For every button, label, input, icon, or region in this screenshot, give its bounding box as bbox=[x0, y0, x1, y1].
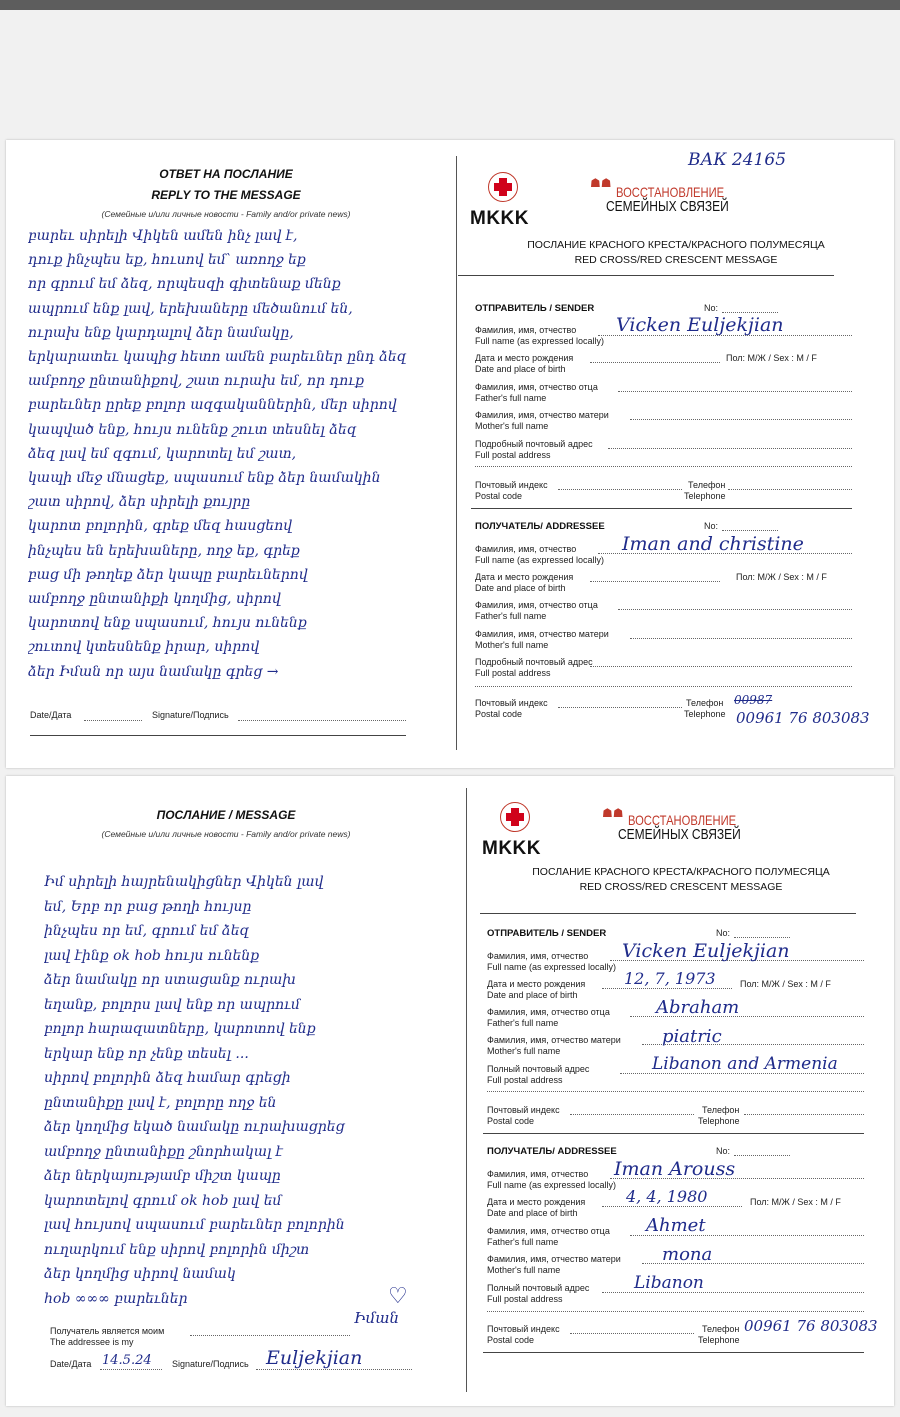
sender-postal-label-ru: Почтовый индекс bbox=[475, 480, 548, 490]
addressee-mother-label-ru: Фамилия, имя, отчество матери bbox=[475, 629, 609, 639]
relationship-line bbox=[190, 1335, 350, 1336]
sender-sex-label: Пол: М/Ж / Sex : M / F bbox=[726, 353, 817, 363]
bottom-rule bbox=[30, 735, 406, 736]
addressee-phone-struck: 00987 bbox=[734, 693, 773, 707]
addressee-address-line-2 bbox=[475, 686, 852, 687]
addressee-postal-line bbox=[570, 1333, 694, 1334]
handwritten-line: ձեր Իման որ այս նամակը գրեց → bbox=[28, 663, 279, 680]
news-note: (Семейные и/или личные новости - Family and/or private news) bbox=[101, 829, 351, 839]
handwritten-message bbox=[28, 228, 456, 690]
vertical-divider bbox=[456, 156, 457, 750]
handwritten-line: բարեւ սիրելի Վիկեն ամեն ինչ լավ է, bbox=[28, 228, 298, 244]
handwritten-line: երկար ենք որ չենք տեսել ... bbox=[44, 1045, 249, 1062]
handwritten-line: ձեզ լավ եմ զգում, կարոտել եմ շատ, bbox=[28, 445, 297, 462]
sender-address-label-ru: Подробный почтовый адрес bbox=[475, 439, 593, 449]
sender-address-label-ru: Полный почтовый адрес bbox=[487, 1064, 590, 1074]
addressee-address-line-2 bbox=[487, 1311, 864, 1312]
handwritten-line: որ գրում եմ ձեզ, որպեսզի գիտենաք մենք bbox=[28, 276, 341, 293]
handwritten-line: ամբողջ ընտանիքը շնորհակալ է bbox=[44, 1143, 283, 1160]
addressee-mother-label-en: Mother's full name bbox=[487, 1265, 561, 1275]
sender-postal-line bbox=[570, 1114, 694, 1115]
sender-phone-label-en: Telephone bbox=[698, 1116, 740, 1126]
addressee-postal-label-en: Postal code bbox=[475, 709, 523, 719]
sign-off: Իման bbox=[354, 1309, 400, 1327]
sender-father-line bbox=[618, 391, 852, 392]
message-form-sheet bbox=[6, 776, 894, 1406]
handwritten-line: լավ էինք ok hob հույս ունենք bbox=[44, 947, 260, 964]
addressee-address-label-ru: Полный почтовый адрес bbox=[487, 1283, 590, 1293]
rfl-title-1: ВОССТАНОВЛЕНИЕ bbox=[616, 184, 725, 200]
handwritten-line: եմ, Երբ որ բաց թողի հույսը bbox=[44, 898, 252, 915]
red-cross-emblem-icon bbox=[500, 802, 530, 832]
sender-no-label: No: bbox=[704, 303, 719, 313]
sender-postal-label-en: Postal code bbox=[487, 1116, 535, 1126]
sender-sex-label: Пол: М/Ж / Sex : M / F bbox=[740, 979, 831, 989]
handwritten-line: կարոտով ենք սպասում, հույս ունենք bbox=[28, 615, 307, 632]
sender-birth-line bbox=[602, 988, 732, 989]
reference-number: ВАК 24165 bbox=[688, 150, 787, 170]
sender-mother-label-en: Mother's full name bbox=[487, 1046, 561, 1056]
people-silhouette-icon: ☗☗ bbox=[602, 806, 624, 820]
handwritten-line: ամբողջ ընտանիքով, շատ ուրախ եմ, որ դուք bbox=[28, 373, 364, 390]
sender-name-value: Vicken Euljekjian bbox=[616, 314, 784, 336]
addressee-address-line bbox=[590, 666, 852, 667]
handwritten-line: երկարատեւ կապից հետո ամեն բարեւներ ընդ ձեզ bbox=[28, 349, 407, 365]
sender-birth-line bbox=[590, 362, 720, 363]
handwritten-message bbox=[44, 874, 458, 1314]
addressee-postal-label-ru: Почтовый индекс bbox=[487, 1324, 560, 1334]
title-rule bbox=[480, 913, 856, 914]
heart-icon: ♡ bbox=[388, 1284, 408, 1309]
addressee-sex-label: Пол: М/Ж / Sex : M / F bbox=[750, 1197, 841, 1207]
handwritten-line: շուտով կտեսնենք իրար, սիրով bbox=[28, 639, 260, 656]
addressee-phone-label-ru: Телефон bbox=[702, 1324, 740, 1334]
addressee-birth-value: 4, 4, 1980 bbox=[626, 1187, 708, 1206]
form-title-ru: ПОСЛАНИЕ КРАСНОГО КРЕСТА/КРАСНОГО ПОЛУМЕСЯЦА bbox=[532, 866, 830, 878]
title-rule bbox=[458, 275, 834, 276]
sender-name-value: Vicken Euljekjian bbox=[622, 940, 790, 962]
addressee-phone-label-en: Telephone bbox=[698, 1335, 740, 1345]
date-line bbox=[100, 1369, 162, 1370]
sender-name-label-en: Full name (as expressed locally) bbox=[487, 962, 617, 972]
news-note: (Семейные и/или личные новости - Family and/or private news) bbox=[101, 209, 351, 219]
addressee-no-line bbox=[734, 1155, 790, 1156]
addressee-name-label-ru: Фамилия, имя, отчество bbox=[487, 1169, 589, 1179]
addressee-is-mine-ru: Получатель является моим bbox=[50, 1326, 165, 1336]
handwritten-line: ուրախ ենք կարդալով ձեր նամակը, bbox=[28, 324, 294, 341]
sender-no-label: No: bbox=[716, 928, 731, 938]
handwritten-line: կապի մեջ մնացեք, սպասում ենք ձեր նամակին bbox=[28, 470, 381, 486]
sender-postal-label-en: Postal code bbox=[475, 491, 523, 501]
handwritten-line: սիրով բոլորին ձեզ համար գրեցի bbox=[44, 1070, 291, 1086]
handwritten-line: կարոտելով գրում ok hob լավ եմ bbox=[44, 1192, 282, 1209]
addressee-postal-label-ru: Почтовый индекс bbox=[475, 698, 548, 708]
handwritten-line: ամբողջ ընտանիքի կողմից, սիրով bbox=[28, 591, 281, 607]
handwritten-line: եղանք, բոլորս լավ ենք որ ապրում bbox=[44, 996, 300, 1013]
sender-phone-line bbox=[744, 1114, 864, 1115]
signature-label: Signature/Подпись bbox=[172, 1359, 249, 1369]
addressee-father-line bbox=[618, 609, 852, 610]
sender-heading: ОТПРАВИТЕЛЬ / SENDER bbox=[475, 303, 595, 314]
sender-address-label-en: Full postal address bbox=[475, 450, 551, 460]
addressee-no-line bbox=[722, 530, 778, 531]
handwritten-line: կապված ենք, հույս ունենք շուտ տեսնել ձեզ bbox=[28, 421, 357, 438]
handwritten-line: բաց մի թողեք ձեր կապը բարեւներով bbox=[28, 566, 308, 583]
addressee-heading: ПОЛУЧАТЕЛЬ/ ADDRESSEE bbox=[487, 1146, 617, 1157]
addressee-birth-label-en: Date and place of birth bbox=[475, 583, 566, 593]
addressee-name-label-en: Full name (as expressed locally) bbox=[487, 1180, 617, 1190]
form-title-en: RED CROSS/RED CRESCENT MESSAGE bbox=[574, 254, 778, 266]
mkkk-logo: MKKK bbox=[482, 838, 541, 859]
sender-postal-label-ru: Почтовый индекс bbox=[487, 1105, 560, 1115]
handwritten-line: բոլոր հարազատները, կարոտով ենք bbox=[44, 1021, 316, 1037]
sender-birth-label-en: Date and place of birth bbox=[487, 990, 578, 1000]
sender-phone-line bbox=[728, 489, 852, 490]
signature-line bbox=[238, 720, 406, 721]
sender-birth-label-ru: Дата и место рождения bbox=[487, 979, 586, 989]
addressee-father-label-en: Father's full name bbox=[487, 1237, 559, 1247]
sender-mother-label-ru: Фамилия, имя, отчество матери bbox=[475, 410, 609, 420]
sender-address-line bbox=[608, 448, 852, 449]
people-silhouette-icon: ☗☗ bbox=[590, 176, 612, 190]
handwritten-line: կարոտ բոլորին, գրեք մեզ հասցեով bbox=[28, 518, 293, 535]
vertical-divider bbox=[466, 788, 467, 1392]
sender-name-label-ru: Фамилия, имя, отчество bbox=[475, 325, 577, 335]
addressee-postal-line bbox=[558, 707, 682, 708]
addressee-sex-label: Пол: М/Ж / Sex : M / F bbox=[736, 572, 827, 582]
addressee-phone-label-en: Telephone bbox=[684, 709, 726, 719]
message-title: ПОСЛАНИЕ / MESSAGE bbox=[156, 808, 296, 822]
sender-name-label-en: Full name (as expressed locally) bbox=[475, 336, 605, 346]
handwritten-line: ինչպես որ եմ, գրում եմ ձեզ bbox=[44, 923, 250, 939]
reply-title-en: REPLY TO THE MESSAGE bbox=[151, 188, 301, 202]
sender-mother-line bbox=[630, 419, 852, 420]
date-label: Date/Дата bbox=[50, 1359, 92, 1369]
addressee-name-value: Iman Arouss bbox=[614, 1158, 736, 1180]
date-line bbox=[84, 720, 142, 721]
sender-birth-label-en: Date and place of birth bbox=[475, 364, 566, 374]
addressee-mother-label-ru: Фамилия, имя, отчество матери bbox=[487, 1254, 621, 1264]
handwritten-line: ձեր կողմից եկած նամակը ուրախացրեց bbox=[44, 1119, 345, 1135]
addressee-father-label-ru: Фамилия, имя, отчество отца bbox=[487, 1226, 610, 1236]
handwritten-line: բարեւներ ըրեք բոլոր ազգականներին, մեր սիրով bbox=[28, 397, 397, 414]
sender-heading: ОТПРАВИТЕЛЬ / SENDER bbox=[487, 928, 607, 939]
handwritten-line: դուք ինչպես եք, հուսով եմ՝ առողջ եք bbox=[28, 252, 306, 269]
addressee-phone-value: 00961 76 803083 bbox=[744, 1317, 878, 1335]
sender-name-label-ru: Фамилия, имя, отчество bbox=[487, 951, 589, 961]
addressee-phone-value: 00961 76 803083 bbox=[736, 709, 870, 727]
sender-postal-line bbox=[558, 489, 682, 490]
sender-birth-label-ru: Дата и место рождения bbox=[475, 353, 574, 363]
addressee-birth-line bbox=[602, 1206, 742, 1207]
sender-address-line-2 bbox=[475, 466, 852, 467]
form-title-en: RED CROSS/RED CRESCENT MESSAGE bbox=[579, 881, 783, 893]
red-cross-emblem-icon bbox=[488, 172, 518, 202]
mkkk-logo: MKKK bbox=[470, 208, 529, 229]
sender-mother-value: piatric bbox=[662, 1026, 722, 1047]
handwritten-line: շատ սիրով, ձեր սիրելի քույրը bbox=[28, 494, 251, 511]
rfl-title-1: ВОССТАНОВЛЕНИЕ bbox=[628, 812, 737, 828]
form-title-ru: ПОСЛАНИЕ КРАСНОГО КРЕСТА/КРАСНОГО ПОЛУМЕСЯЦА bbox=[527, 239, 825, 251]
addressee-birth-line bbox=[590, 581, 720, 582]
handwritten-line: Իմ սիրելի հայրենակիցներ Վիկեն լավ bbox=[44, 874, 324, 890]
addressee-address-label-en: Full postal address bbox=[487, 1294, 563, 1304]
addressee-father-label-ru: Фамилия, имя, отчество отца bbox=[475, 600, 598, 610]
rfl-title-2: СЕМЕЙНЫХ СВЯЗЕЙ bbox=[618, 826, 741, 843]
addressee-mother-value: mona bbox=[662, 1244, 713, 1265]
rfl-title-2: СЕМЕЙНЫХ СВЯЗЕЙ bbox=[606, 198, 729, 215]
section-rule bbox=[471, 508, 852, 509]
sender-no-line bbox=[722, 312, 778, 313]
addressee-mother-label-en: Mother's full name bbox=[475, 640, 549, 650]
addressee-birth-label-ru: Дата и место рождения bbox=[475, 572, 574, 582]
addressee-mother-line bbox=[630, 638, 852, 639]
reply-title-ru: ОТВЕТ НА ПОСЛАНИЕ bbox=[159, 167, 293, 181]
date-label: Date/Дата bbox=[30, 710, 72, 720]
addressee-birth-label-en: Date and place of birth bbox=[487, 1208, 578, 1218]
addressee-address-value: Libanon bbox=[634, 1273, 704, 1293]
addressee-name-value: Iman and christine bbox=[622, 533, 804, 555]
handwritten-line: ինչպես են երեխաները, ողջ եք, գրեք bbox=[28, 542, 300, 559]
date-value: 14.5.24 bbox=[102, 1353, 152, 1368]
bottom-rule bbox=[483, 1352, 864, 1353]
sender-mother-label-ru: Фамилия, имя, отчество матери bbox=[487, 1035, 621, 1045]
addressee-is-mine-en: The addressee is my bbox=[50, 1337, 134, 1347]
handwritten-line: ձեր ներկայությամբ միշտ կապը bbox=[44, 1168, 281, 1184]
sender-father-label-ru: Фамилия, имя, отчество отца bbox=[487, 1007, 610, 1017]
reply-form-sheet bbox=[6, 140, 894, 768]
addressee-father-value: Ahmet bbox=[646, 1215, 706, 1236]
addressee-no-label: No: bbox=[704, 521, 719, 531]
addressee-heading: ПОЛУЧАТЕЛЬ/ ADDRESSEE bbox=[475, 521, 605, 532]
signature-label: Signature/Подпись bbox=[152, 710, 229, 720]
status-bar bbox=[0, 0, 900, 10]
sender-address-label-en: Full postal address bbox=[487, 1075, 563, 1085]
sender-phone-label-en: Telephone bbox=[684, 491, 726, 501]
handwritten-line: ուղարկում ենք սիրով բոլորին միշտ bbox=[44, 1241, 310, 1258]
addressee-postal-label-en: Postal code bbox=[487, 1335, 535, 1345]
sender-father-value: Abraham bbox=[656, 997, 740, 1018]
sender-no-line bbox=[734, 937, 790, 938]
sender-father-label-en: Father's full name bbox=[487, 1018, 559, 1028]
sender-father-label-en: Father's full name bbox=[475, 393, 547, 403]
handwritten-line: ընտանիքը լավ է, բոլորը ողջ են bbox=[44, 1094, 277, 1111]
handwritten-line: լավ հույսով սպասում բարեւներ բոլորին bbox=[44, 1217, 345, 1233]
section-rule bbox=[483, 1133, 864, 1134]
addressee-name-label-en: Full name (as expressed locally) bbox=[475, 555, 605, 565]
addressee-father-label-en: Father's full name bbox=[475, 611, 547, 621]
handwritten-line: ձեր կողմից սիրով նամակ bbox=[44, 1266, 236, 1282]
addressee-address-label-en: Full postal address bbox=[475, 668, 551, 678]
sender-mother-label-en: Mother's full name bbox=[475, 421, 549, 431]
addressee-name-label-ru: Фамилия, имя, отчество bbox=[475, 544, 577, 554]
addressee-no-label: No: bbox=[716, 1146, 731, 1156]
sender-phone-label-ru: Телефон bbox=[688, 480, 726, 490]
sender-birth-value: 12, 7, 1973 bbox=[624, 969, 716, 988]
sender-address-line-2 bbox=[487, 1091, 864, 1092]
handwritten-line: ձեր նամակը որ ստացանք ուրախ bbox=[44, 972, 296, 988]
addressee-phone-label-ru: Телефон bbox=[686, 698, 724, 708]
signature-line bbox=[256, 1369, 412, 1370]
addressee-address-label-ru: Подробный почтовый адрес bbox=[475, 657, 593, 667]
addressee-birth-label-ru: Дата и место рождения bbox=[487, 1197, 586, 1207]
handwritten-line: ապրում ենք լավ, երեխաները մեծանում են, bbox=[28, 300, 353, 317]
handwritten-line: hob ∞∞∞ բարեւներ bbox=[44, 1290, 188, 1307]
sender-phone-label-ru: Телефон bbox=[702, 1105, 740, 1115]
signature-value: Euljekjian bbox=[266, 1347, 363, 1369]
sender-father-label-ru: Фамилия, имя, отчество отца bbox=[475, 382, 598, 392]
sender-address-value: Libanon and Armenia bbox=[652, 1054, 838, 1074]
